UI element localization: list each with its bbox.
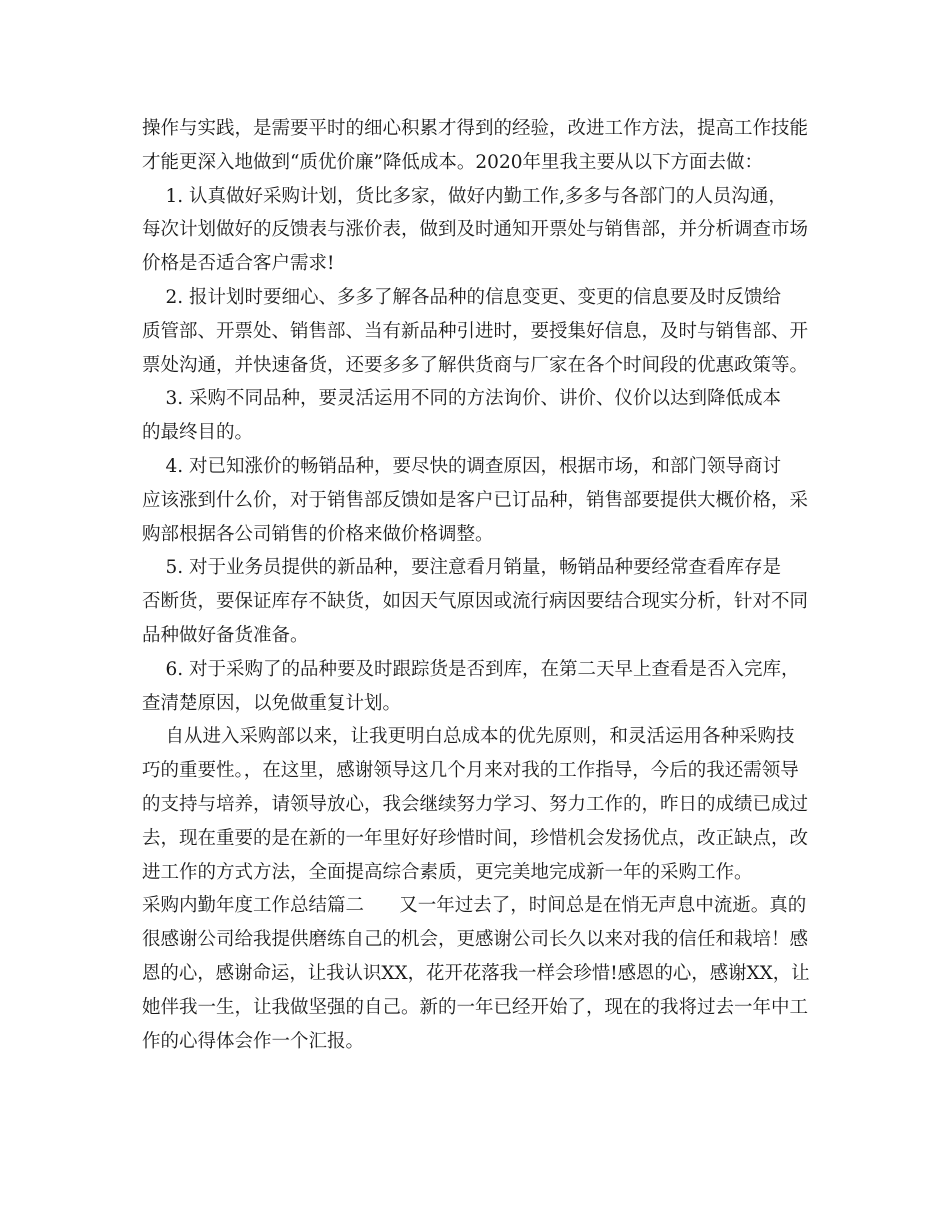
- text-line: 4. 对已知涨价的畅销品种，要尽快的调查原因，根据市场，和部门领导商讨: [142, 455, 782, 477]
- text-line: 2. 报计划时要细心、多多了解各品种的信息变更、变更的信息要及时反馈给: [142, 286, 782, 308]
- text-line: 1. 认真做好采购计划，货比多家，做好内勤工作,多多与各部门的人员沟通，: [142, 185, 787, 207]
- text-line: 去，现在重要的是在新的一年里好好珍惜时间，珍惜机会发扬优点，改正缺点，改: [142, 827, 809, 849]
- text-line: 质管部、开票处、销售部、当有新品种引进时，要授集好信息，及时与销售部、开: [142, 320, 809, 342]
- text-line: 操作与实践，是需要平时的细心积累才得到的经验，改进工作方法，提高工作技能: [142, 118, 809, 139]
- text-line: 6. 对于采购了的品种要及时跟踪货是否到库，在第二天早上查看是否入完库，: [142, 658, 800, 680]
- text-line: 每次计划做好的反馈表与涨价表，做到及时通知开票处与销售部，并分析调查市场: [142, 219, 809, 241]
- text-line: 很感谢公司给我提供磨练自己的机会，更感谢公司长久以来对我的信任和栽培！感: [142, 929, 809, 951]
- text-line: 查清楚原因，以免做重复计划。: [142, 692, 402, 714]
- text-line: 恩的心，感谢命运，让我认识XX，花开花落我一样会珍惜!感恩的心，感谢XX，让: [142, 962, 810, 984]
- text-line: 才能更深入地做到“质优价廉”降低成本。2020年里我主要从以下方面去做：: [142, 151, 763, 173]
- text-line: 票处沟通，并快速备货，还要多多了解供货商与厂家在各个时间段的优惠政策等。: [142, 354, 809, 376]
- text-line: 购部根据各公司销售的价格来做价格调整。: [142, 523, 494, 545]
- text-line: 5. 对于业务员提供的新品种，要注意看月销量，畅销品种要经常查看库存是: [142, 557, 782, 579]
- text-line: 自从进入采购部以来，让我更明白总成本的优先原则，和灵活运用各种采购技: [142, 726, 795, 748]
- text-line: 应该涨到什么价，对于销售部反馈如是客户已订品种，销售部要提供大概价格，采: [142, 489, 809, 511]
- text-line: 的支持与培养，请领导放心，我会继续努力学习、努力工作的，昨日的成绩已成过: [142, 793, 809, 815]
- text-line: 品种做好备货准备。: [142, 624, 309, 646]
- text-line: 巧的重要性。，在这里，感谢领导这几个月来对我的工作指导，今后的我还需领导: [142, 760, 799, 782]
- text-line: 她伴我一生，让我做坚强的自己。新的一年已经开始了，现在的我将过去一年中工: [142, 996, 809, 1018]
- text-line: 作的心得体会作一个汇报。: [142, 1030, 365, 1052]
- text-line: 3. 采购不同品种，要灵活运用不同的方法询价、讲价、仪价以达到降低成本: [142, 388, 782, 410]
- text-line: 进工作的方式方法，全面提高综合素质，更完美地完成新一年的采购工作。: [142, 861, 753, 883]
- text-line: 采购内勤年度工作总结篇二 又一年过去了，时间总是在悄无声息中流逝。真的: [142, 895, 807, 917]
- text-line: 的最终目的。: [142, 422, 254, 444]
- text-line: 否断货，要保证库存不缺货，如因天气原因或流行病因要结合现实分析，针对不同: [142, 591, 809, 613]
- text-line: 价格是否适合客户需求!: [142, 253, 335, 275]
- document-body: [142, 112, 810, 1058]
